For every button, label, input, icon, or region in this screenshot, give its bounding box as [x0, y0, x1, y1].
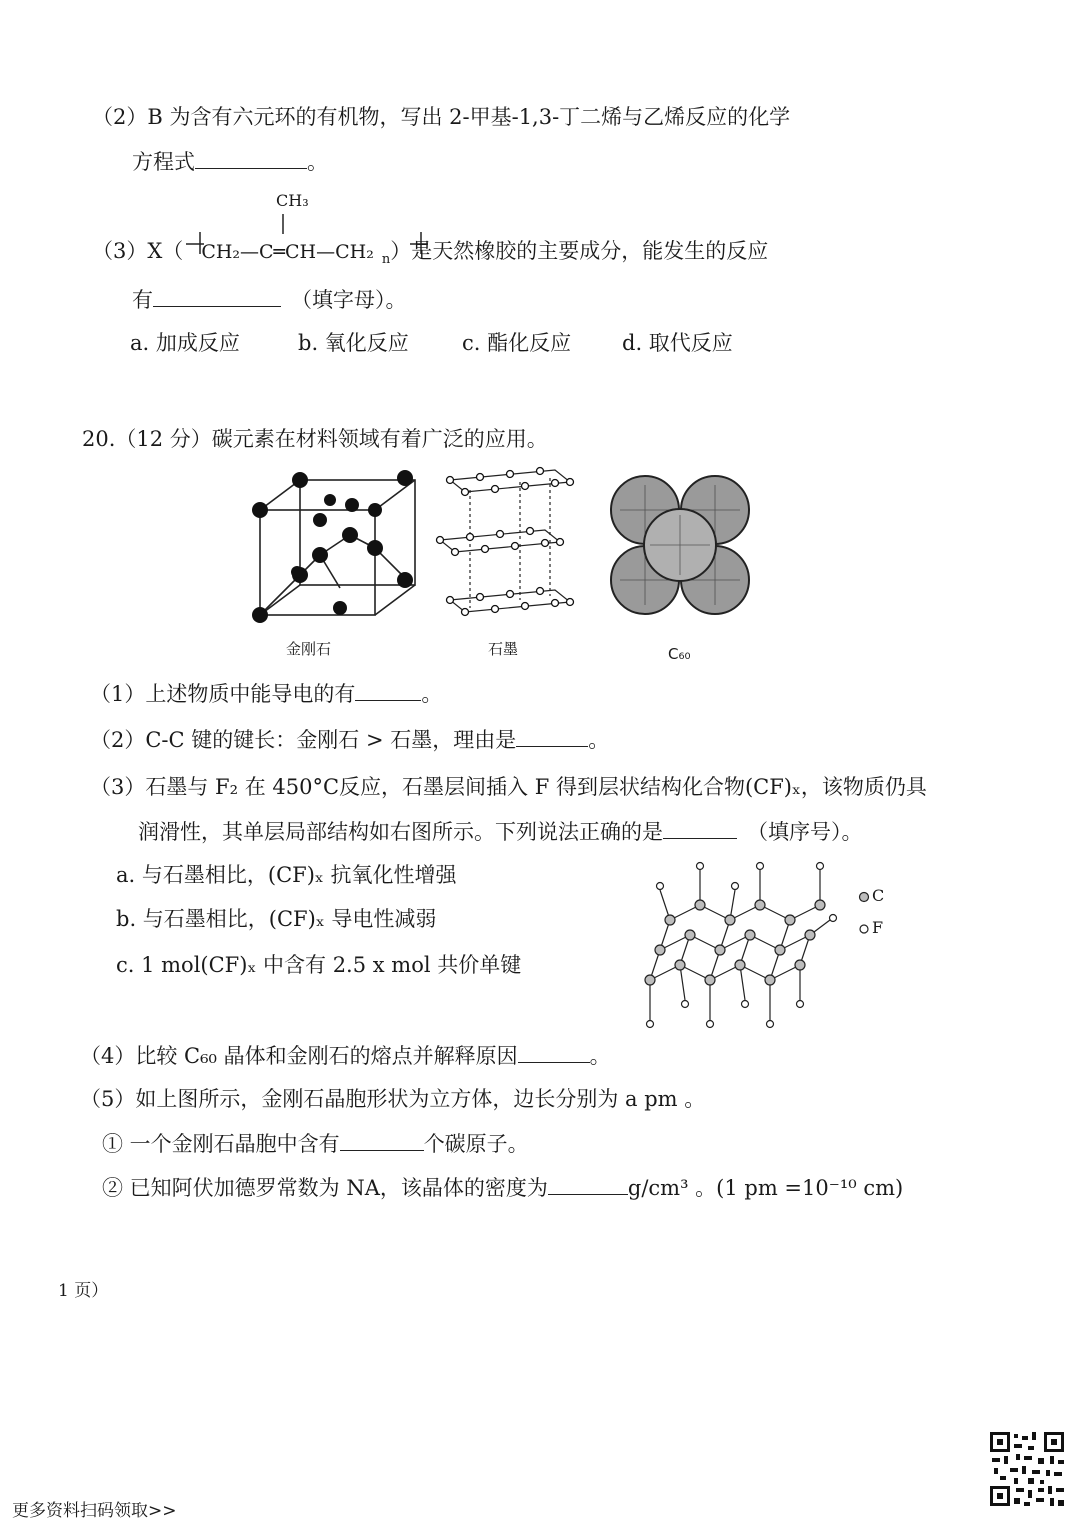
q19-part3-line1 [92, 236, 768, 275]
legend-fluorine-label: F [872, 918, 884, 937]
answer-blank[interactable] [340, 1128, 424, 1151]
degree-n: n [381, 252, 391, 268]
q20-part5-1 [102, 1128, 529, 1159]
answer-blank[interactable] [548, 1172, 628, 1195]
page-number-fragment: 1 页） [58, 1281, 109, 1301]
q19-option-a: a. 加成反应 [130, 331, 240, 355]
promo-footer-link[interactable]: 更多资料扫码领取>> [12, 1501, 177, 1521]
diamond-structure-figure [240, 460, 430, 630]
q20-part2-end: 。 [588, 728, 610, 752]
ch3-label: CH₃ [276, 191, 309, 210]
q19-part2-line1: （2）B 为含有六元环的有机物，写出 2-甲基-1,3-丁二烯与乙烯反应的化学 [92, 105, 791, 129]
q20-part1-end: 。 [421, 682, 443, 706]
q20-part3-line2 [138, 816, 863, 847]
legend-carbon-icon [858, 891, 870, 903]
graphite-structure-figure [430, 460, 580, 630]
q20-part5-2-text: ② 已知阿伏加德罗常数为 NA，该晶体的密度为 [102, 1176, 548, 1200]
answer-blank[interactable] [153, 284, 281, 307]
answer-blank[interactable] [516, 724, 588, 747]
q20-part3-line1: （3）石墨与 F₂ 在 450°C反应，石墨层间插入 F 得到层状结构化合物(CF)ₓ，该物质仍具 [90, 775, 927, 799]
q19-part2-end: 。 [307, 150, 328, 174]
q19-part3-line2 [132, 284, 407, 315]
c60-structure-figure [600, 465, 760, 625]
q20-part1-text: （1）上述物质中能导电的有 [90, 682, 356, 706]
q20-part3-option-b: b. 与石墨相比，(CF)ₓ 导电性减弱 [116, 907, 437, 931]
q20-part2 [90, 724, 609, 755]
q20-part3-option-c: c. 1 mol(CF)ₓ 中含有 2.5 x mol 共价单键 [116, 953, 522, 977]
graphite-label: 石墨 [488, 640, 519, 658]
q19-option-c: c. 酯化反应 [462, 331, 572, 355]
q19-part2-label: 方程式 [132, 150, 195, 174]
q20-part5-1-text: ① 一个金刚石晶胞中含有 [102, 1132, 340, 1156]
q19-part3-have: 有 [132, 288, 153, 312]
q20-part3-option-a: a. 与石墨相比，(CF)ₓ 抗氧化性增强 [116, 863, 457, 887]
q20-part5-1-end: 个碳原子。 [423, 1132, 529, 1156]
q20-part2-text: （2）C-C 键的键长：金刚石 > 石墨，理由是 [90, 728, 517, 752]
q20-part4-text: （4）比较 C₆₀ 晶体和金刚石的熔点并解释原因 [80, 1044, 518, 1068]
q20-title: 20.（12 分）碳元素在材料领域有着广泛的应用。 [82, 427, 548, 451]
diamond-label: 金刚石 [286, 640, 332, 658]
q20-part1 [90, 678, 442, 709]
q19-part3-suffix: ）是天然橡胶的主要成分，能发生的反应 [390, 239, 769, 263]
q20-part5-2 [102, 1172, 903, 1203]
legend-carbon-label: C [872, 886, 885, 905]
q20-part5-2-end: g/cm³ 。(1 pm =10⁻¹⁰ cm) [627, 1176, 904, 1200]
c60-label: C₆₀ [668, 645, 691, 663]
answer-blank[interactable] [663, 816, 737, 839]
q19-part3-prefix: （3）X（ [92, 239, 184, 263]
cf-layer-structure-figure [630, 850, 840, 1040]
q20-part3-question: 润滑性，其单层局部结构如右图所示。下列说法正确的是 [138, 820, 663, 844]
q20-part4-end: 。 [589, 1044, 611, 1068]
legend-fluorine-icon [858, 923, 870, 935]
isoprene-formula: CH₂—C═CH—CH₂ [201, 241, 374, 263]
q19-part3-hint: （填字母）。 [291, 288, 407, 312]
answer-blank[interactable] [518, 1040, 590, 1063]
q20-part4 [80, 1040, 611, 1071]
q20-part3-hint: （填序号）。 [747, 820, 863, 844]
q19-option-b: b. 氧化反应 [298, 331, 409, 355]
q20-part5: （5）如上图所示，金刚石晶胞形状为立方体，边长分别为 a pm 。 [80, 1087, 706, 1111]
qr-code-icon[interactable] [988, 1430, 1066, 1508]
answer-blank[interactable] [355, 678, 421, 701]
q19-option-d: d. 取代反应 [622, 331, 733, 355]
